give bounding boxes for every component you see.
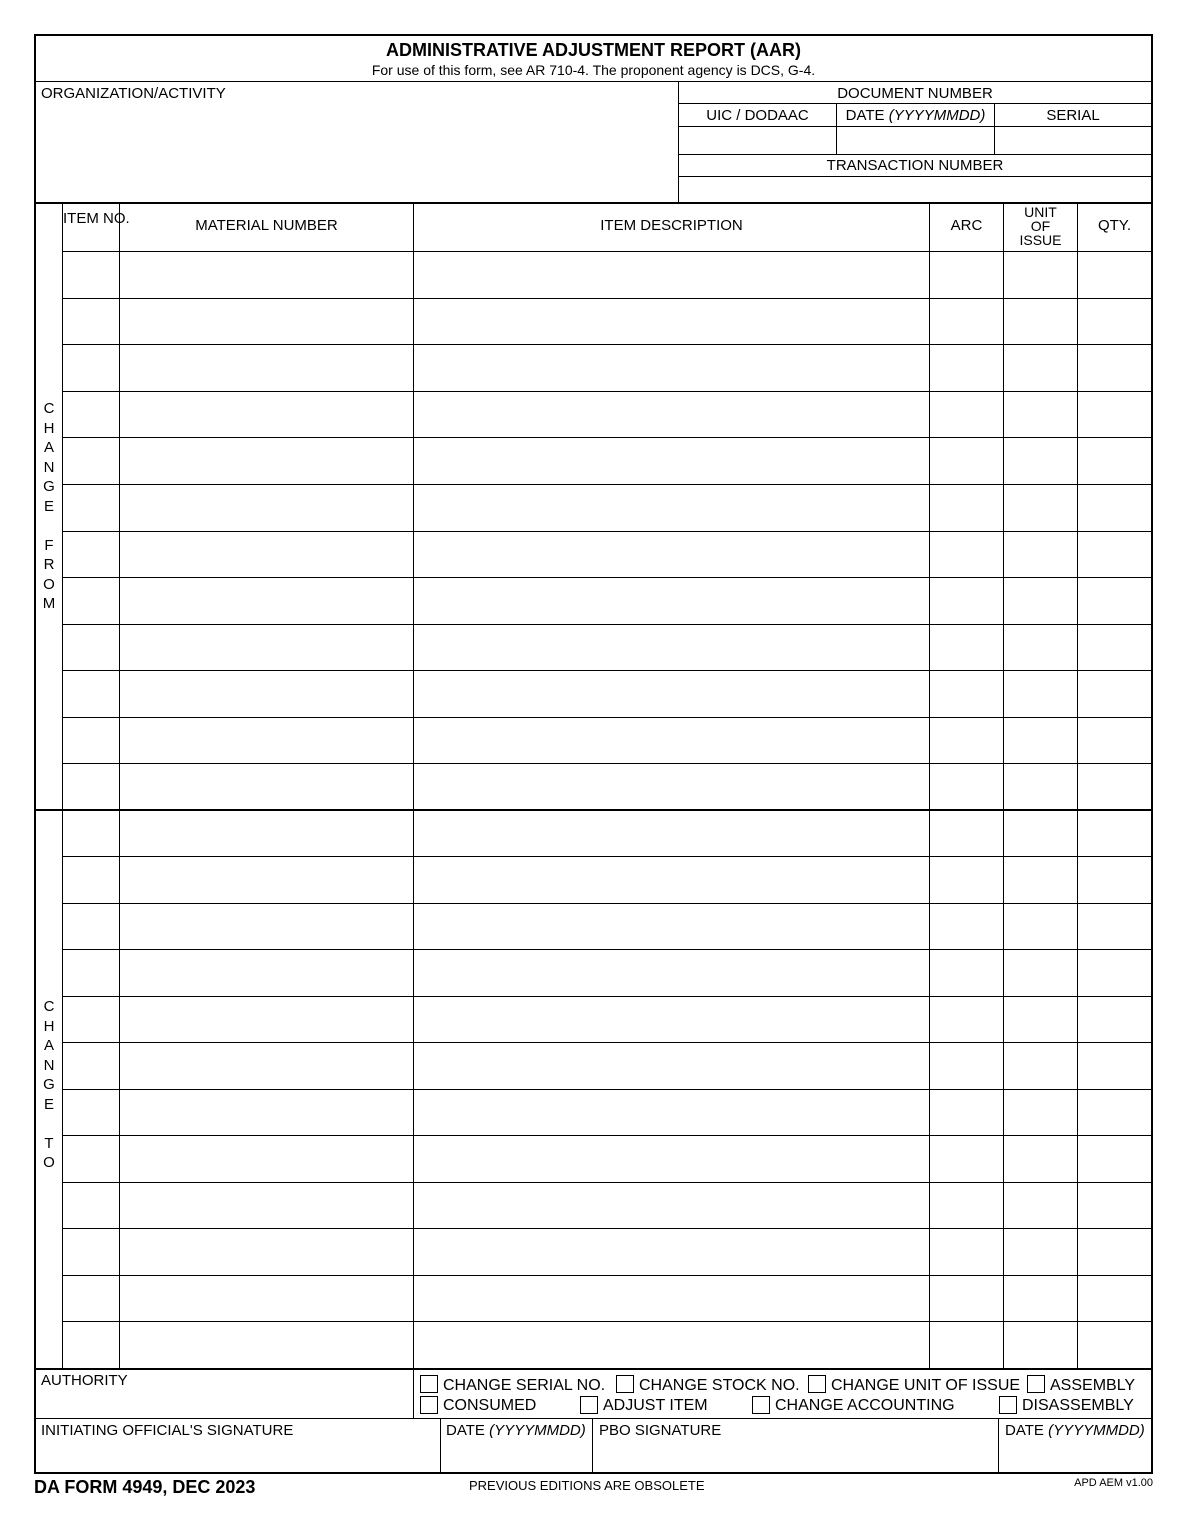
form-subtitle: For use of this form, see AR 710-4. The proponent agency is DCS, G-4. [371, 62, 816, 78]
uic-dodaac-label: UIC / DODAAC [706, 107, 809, 124]
header-bottom-divider [36, 202, 1151, 204]
pbo-signature-label: PBO SIGNATURE [599, 1422, 722, 1439]
unit-of-issue-header: UNIT OF ISSUE [1019, 204, 1062, 248]
arc-header: ARC [950, 217, 983, 234]
change-from-entries[interactable] [63, 252, 1150, 809]
title-divider [36, 81, 1151, 82]
change-stock-checkbox[interactable] [616, 1375, 634, 1393]
authority-field[interactable] [37, 1390, 412, 1417]
transaction-number-field[interactable] [680, 177, 1150, 202]
assembly-label: ASSEMBLY [1050, 1377, 1136, 1394]
adjust-item-checkbox[interactable] [580, 1396, 598, 1414]
item-no-header: ITEM NO. [63, 210, 130, 227]
authority-label: AUTHORITY [41, 1372, 128, 1389]
material-number-header: MATERIAL NUMBER [195, 217, 338, 234]
change-serial-checkbox[interactable] [420, 1375, 438, 1393]
initiating-date-field[interactable] [442, 1440, 591, 1472]
consumed-label: CONSUMED [443, 1397, 537, 1414]
form-version: APD AEM v1.00 [1074, 1477, 1153, 1489]
initiating-signature-label: INITIATING OFFICIAL'S SIGNATURE [41, 1422, 294, 1439]
docnum-divider [679, 103, 1151, 104]
assembly-checkbox[interactable] [1027, 1375, 1045, 1393]
transaction-divider [679, 154, 1151, 155]
change-unit-checkbox[interactable] [808, 1375, 826, 1393]
change-serial-label: CHANGE SERIAL NO. [443, 1377, 606, 1394]
consumed-checkbox[interactable] [420, 1396, 438, 1414]
serial-label: SERIAL [1046, 107, 1100, 124]
pbo-date-field[interactable] [1000, 1440, 1150, 1472]
date-pbo-divider [592, 1419, 593, 1472]
change-accounting-label: CHANGE ACCOUNTING [775, 1397, 955, 1414]
table-bottom-divider [36, 1368, 1151, 1370]
change-accounting-checkbox[interactable] [752, 1396, 770, 1414]
organization-label: ORGANIZATION/ACTIVITY [41, 85, 226, 102]
document-date-field[interactable] [838, 127, 993, 153]
form-title: ADMINISTRATIVE ADJUSTMENT REPORT (AAR) [386, 40, 801, 60]
form-id: DA FORM 4949, DEC 2023 [34, 1477, 256, 1497]
initiating-date-divider [440, 1419, 441, 1472]
item-description-header: ITEM DESCRIPTION [600, 217, 743, 234]
change-unit-label: CHANGE UNIT OF ISSUE [831, 1377, 1021, 1394]
transaction-number-label: TRANSACTION NUMBER [826, 157, 1004, 174]
disassembly-label: DISASSEMBLY [1022, 1397, 1134, 1414]
pbo-signature-field[interactable] [594, 1440, 997, 1472]
document-date-label: DATE (YYYYMMDD) [845, 107, 986, 124]
qty-header: QTY. [1097, 217, 1132, 234]
uic-dodaac-field[interactable] [680, 127, 835, 153]
initiating-date-label: DATE (YYYYMMDD) [446, 1422, 586, 1439]
disassembly-checkbox[interactable] [999, 1396, 1017, 1414]
change-to-label: C H A N G E T O [43, 998, 55, 1171]
initiating-signature-field[interactable] [37, 1440, 439, 1472]
previous-editions-note: PREVIOUS EDITIONS ARE OBSOLETE [469, 1478, 705, 1493]
organization-field[interactable] [37, 104, 677, 202]
authority-divider [413, 1369, 414, 1418]
adjust-item-label: ADJUST ITEM [603, 1397, 708, 1414]
change-from-label: C H A N G E F R O M [42, 400, 56, 612]
change-to-entries[interactable] [63, 811, 1150, 1368]
document-number-label: DOCUMENT NUMBER [837, 85, 993, 102]
serial-field[interactable] [996, 127, 1150, 153]
signature-divider [36, 1418, 1151, 1419]
change-stock-label: CHANGE STOCK NO. [639, 1377, 800, 1394]
pbo-date-label: DATE (YYYYMMDD) [1005, 1422, 1145, 1439]
pbo-date-divider [998, 1419, 999, 1472]
